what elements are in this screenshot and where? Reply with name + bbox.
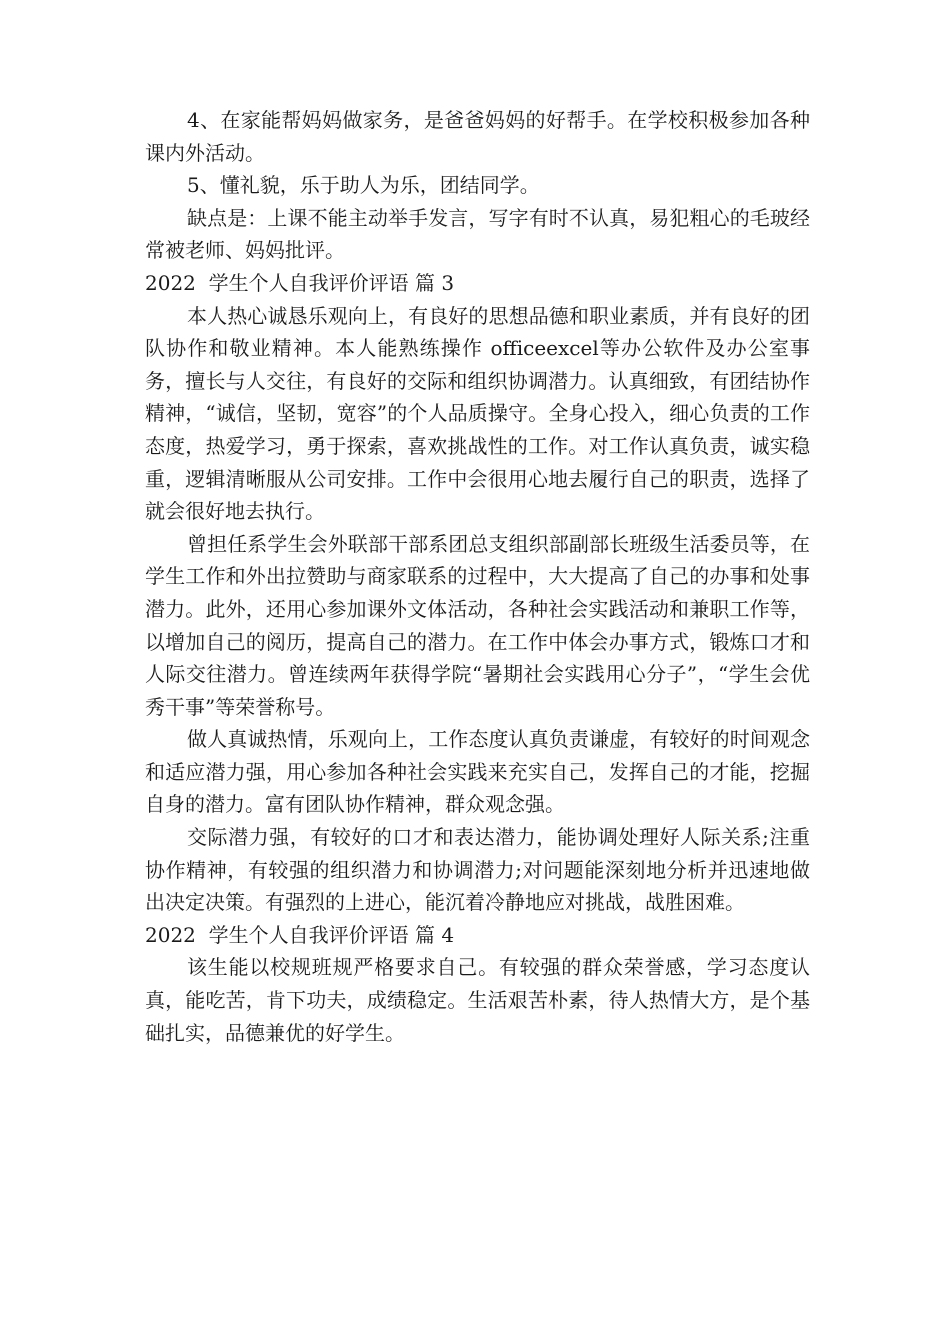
paragraph: 4、在家能帮妈妈做家务，是爸爸妈妈的好帮手。在学校积极参加各种课内外活动。 [145, 108, 810, 165]
paragraph: 本人热心诚恳乐观向上，有良好的思想品德和职业素质，并有良好的团队协作和敬业精神。本人能熟练操作 officeexcel等办公软件及办公室事务，擅长与人交往，有良好的交际和组织协调潜力。认真细致，有团结协作精神，“诚信，坚韧，宽容”的个人品质操守。全身心投入，细心负责的工作态度，热爱学习，勇于探索，喜欢挑战性的工作。对工作认真负责，诚实稳重，逻辑清晰服从公司安排。工作中会很用心地去履行自己的职责，选择了就会很好地去执行。 [145, 303, 810, 524]
section-heading: 2022 学生个人自我评价评语 篇 3 [145, 270, 455, 295]
paragraph: 交际潜力强，有较好的口才和表达潜力，能协调处理好人际关系;注重协作精神，有较强的组织潜力和协调潜力;对问题能深刻地分析并迅速地做出决定决策。有强烈的上进心，能沉着冷静地应对挑战，战胜困难。 [145, 825, 810, 915]
document-page [145, 104, 810, 1049]
paragraph: 缺点是：上课不能主动举手发言，写字有时不认真，易犯粗心的毛玻经常被老师、妈妈批评。 [145, 205, 810, 263]
paragraph: 曾担任系学生会外联部干部系团总支组织部副部长班级生活委员等，在学生工作和外出拉赞助与商家联系的过程中，大大提高了自己的办事和处事潜力。此外，还用心参加课外文体活动，各种社会实践活动和兼职工作等，以增加自己的阅历，提高自己的潜力。在工作中体会办事方式，锻炼口才和人际交往潜力。曾连续两年获得学院“暑期社会实践用心分子”，“学生会优秀干事”等荣誉称号。 [145, 531, 810, 719]
section-heading: 2022 学生个人自我评价评语 篇 4 [145, 922, 455, 947]
paragraph: 5、懂礼貌，乐于助人为乐，团结同学。 [187, 173, 540, 198]
paragraph: 做人真诚热情，乐观向上，工作态度认真负责谦虚，有较好的时间观念和适应潜力强，用心参加各种社会实践来充实自己，发挥自己的才能，挖掘自身的潜力。富有团队协作精神，群众观念强。 [145, 727, 810, 817]
paragraph: 该生能以校规班规严格要求自己。有较强的群众荣誉感，学习态度认真，能吃苦，肯下功夫，成绩稳定。生活艰苦朴素，待人热情大方，是个基础扎实，品德兼优的好学生。 [145, 955, 810, 1045]
